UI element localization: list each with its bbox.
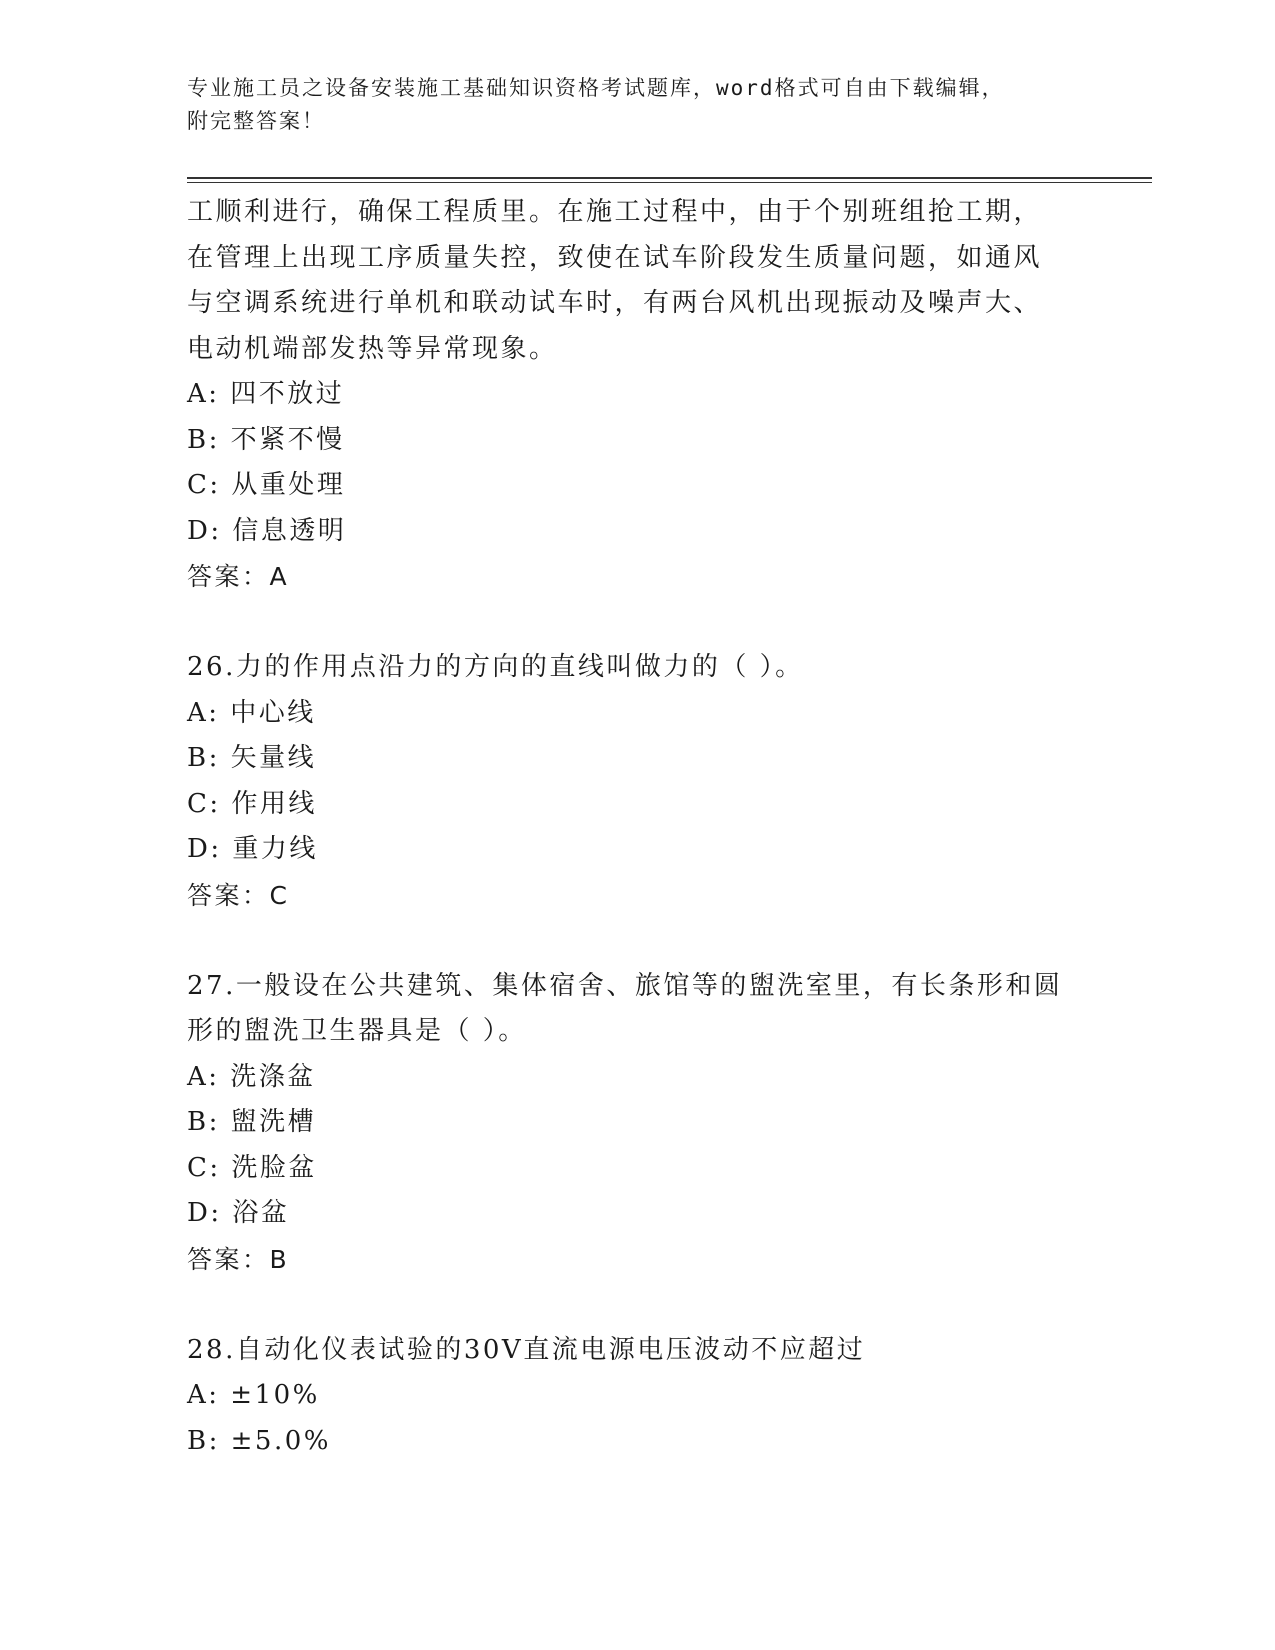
document-header bbox=[187, 72, 1067, 138]
question-gap bbox=[187, 600, 1087, 646]
answer-line: 答案：B bbox=[187, 1244, 290, 1274]
header-rule-thick bbox=[187, 177, 1152, 179]
question-text-line: 与空调系统进行单机和联动试车时，有两台风机出现振动及噪声大、 bbox=[187, 288, 1043, 318]
option-a: A: 洗涤盆 bbox=[187, 1061, 316, 1092]
option-c: C: 作用线 bbox=[187, 788, 317, 819]
question-text-line: 在管理上出现工序质量失控，致使在试车阶段发生质量问题，如通风 bbox=[187, 242, 1043, 273]
question-26 bbox=[187, 645, 1087, 918]
option-b: B: 盥洗槽 bbox=[187, 1107, 317, 1137]
question-27 bbox=[187, 964, 1087, 1283]
option-b: B: 不紧不慢 bbox=[187, 424, 345, 455]
question-text-line: 形的盥洗卫生器具是（ ）。 bbox=[187, 1016, 527, 1046]
option-d: D: 信息透明 bbox=[187, 515, 347, 546]
header-line: 专业施工员之设备安装施工基础知识资格考试题库，word格式可自由下载编辑， bbox=[187, 76, 1005, 100]
question-28 bbox=[187, 1328, 1087, 1465]
question-text-line: 工顺利进行，确保工程质里。在施工过程中，由于个别班组抢工期， bbox=[187, 197, 1043, 227]
question-text-line: 28.自动化仪表试验的30V直流电源电压波动不应超过 bbox=[187, 1334, 866, 1365]
answer-line: 答案：A bbox=[187, 562, 290, 591]
option-c: C: 洗脸盆 bbox=[187, 1152, 317, 1183]
option-d: D: 重力线 bbox=[187, 834, 318, 864]
question-gap bbox=[187, 918, 1087, 964]
question-text-line: 电动机端部发热等异常现象。 bbox=[187, 333, 558, 364]
option-d: D: 浴盆 bbox=[187, 1198, 290, 1228]
option-b: B: 矢量线 bbox=[187, 743, 317, 773]
question-list bbox=[187, 190, 1087, 1464]
question-block-continued bbox=[187, 190, 1087, 600]
question-text-line: 26.力的作用点沿力的方向的直线叫做力的（ ）。 bbox=[187, 652, 804, 682]
header-line: 附完整答案！ bbox=[187, 109, 325, 133]
option-b: B: ±5.0% bbox=[187, 1425, 331, 1456]
answer-line: 答案：C bbox=[187, 880, 290, 910]
header-rule-thin bbox=[187, 182, 1152, 183]
option-a: A: 四不放过 bbox=[187, 379, 345, 409]
question-gap bbox=[187, 1282, 1087, 1328]
option-a: A: 中心线 bbox=[187, 697, 316, 728]
option-a: A: ±10% bbox=[187, 1380, 320, 1410]
question-text-line: 27.一般设在公共建筑、集体宿舍、旅馆等的盥洗室里，有长条形和圆 bbox=[187, 970, 1063, 1001]
option-c: C: 从重处理 bbox=[187, 470, 346, 500]
